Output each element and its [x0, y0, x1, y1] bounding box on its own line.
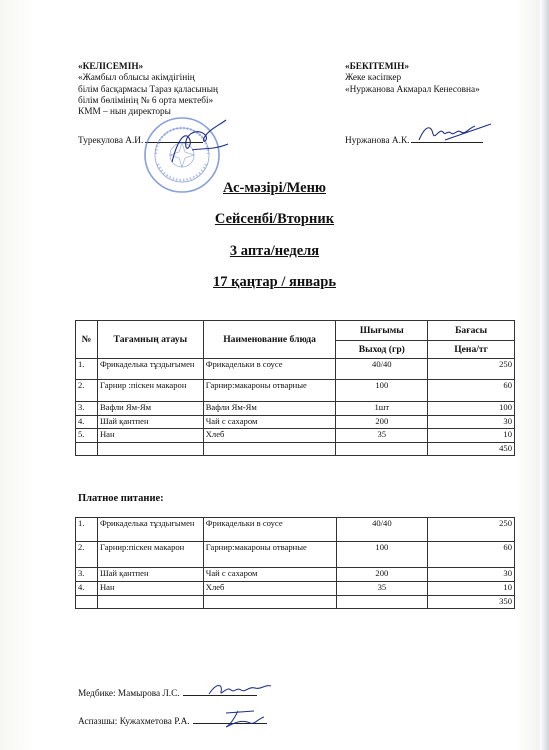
dish-output: 40/40: [336, 518, 428, 542]
approve-right-line: «Нуржанова Акмарал Кенесовна»: [345, 84, 480, 95]
col-price-header: Бағасы: [428, 321, 515, 341]
dish-output: 100: [336, 542, 428, 568]
approve-right-block: [345, 62, 480, 96]
dish-name-kz: Гарнир:піскен макарон: [97, 542, 203, 568]
empty-cell: [336, 443, 428, 456]
dish-output: 200: [336, 568, 428, 582]
paid-title: Платное питание:: [78, 493, 164, 504]
dish-price: 250: [428, 518, 515, 542]
empty-cell: [76, 596, 98, 609]
table-row: [76, 380, 515, 402]
table-row: [76, 429, 515, 443]
total-row: [76, 443, 515, 456]
week-title: 3 апта/неделя: [229, 243, 320, 259]
menu-body: [76, 359, 515, 456]
dish-price: 10: [428, 429, 515, 443]
table-row: [76, 402, 515, 416]
table-row: [76, 568, 515, 582]
approve-left-title: «КЕЛІСЕМІН»: [78, 62, 144, 72]
menu-title: Ас-мәзірі/Меню: [222, 180, 327, 196]
row-number: 4.: [76, 582, 98, 596]
dish-name-kz: Вафли Ям-Ям: [97, 402, 203, 416]
approve-right-line: Жеке кәсіпкер: [345, 73, 402, 84]
empty-cell: [336, 596, 428, 609]
right-signature: [415, 118, 495, 148]
approve-right-signer: Нуржанова А.К.: [345, 136, 410, 146]
row-number: 1.: [76, 359, 98, 380]
cook-name: Аспазшы: Кужахметова Р.А.: [78, 717, 190, 727]
dish-name-ru: Хлеб: [203, 582, 336, 596]
dish-price: 10: [428, 582, 515, 596]
table-row: [76, 416, 515, 429]
empty-cell: [76, 443, 98, 456]
dish-name-kz: Шай қантпен: [97, 568, 203, 582]
date-title: 17 қаңтар / январь: [213, 274, 336, 290]
dish-price: 100: [428, 402, 515, 416]
total-price: 350: [428, 596, 515, 609]
dish-output: 35: [336, 582, 428, 596]
dish-name-ru: Фрикадельки в соусе: [203, 518, 336, 542]
menu-header-row: [76, 321, 515, 341]
paper-edge: [540, 0, 549, 750]
approve-left-line: білім бөлімінің № 6 орта мектебі»: [78, 95, 214, 106]
table-row: [76, 582, 515, 596]
dish-name-ru: Гарнир:макароны отварные: [203, 380, 336, 402]
paid-table: [75, 517, 515, 609]
row-number: 2.: [76, 542, 98, 568]
dish-name-ru: Хлеб: [203, 429, 336, 443]
approve-left-line: білім басқармасы Тараз қаласының: [78, 84, 218, 95]
dish-price: 250: [428, 359, 515, 380]
total-price: 450: [428, 443, 515, 456]
dish-name-kz: Фрикаделька тұздығымен: [97, 359, 203, 380]
row-number: 5.: [76, 429, 98, 443]
row-number: 3.: [76, 402, 98, 416]
nurse-signature: [205, 678, 275, 702]
approve-right-title: «БЕКІТЕМІН»: [345, 62, 410, 72]
dish-name-ru: Вафли Ям-Ям: [203, 402, 336, 416]
dish-price: 60: [428, 542, 515, 568]
dish-output: 1шт: [336, 402, 428, 416]
cook-signature: [220, 705, 270, 731]
dish-name-kz: Фрикаделька тұздығымен: [97, 518, 203, 542]
col-price-subheader: Цена/тг: [428, 341, 515, 359]
dish-output: 200: [336, 416, 428, 429]
dish-name-ru: Гарнир:макароны отварные: [203, 542, 336, 568]
empty-cell: [203, 596, 336, 609]
row-number: 3.: [76, 568, 98, 582]
table-row: [76, 359, 515, 380]
dish-output: 100: [336, 380, 428, 402]
dish-price: 60: [428, 380, 515, 402]
approve-left-signer: Турекулова А.И.: [78, 136, 144, 146]
col-ru-header: Наименование блюда: [203, 321, 336, 359]
table-row: [76, 518, 515, 542]
dish-name-ru: Чай с сахаром: [203, 568, 336, 582]
dish-price: 30: [428, 416, 515, 429]
nurse-name: Медбике: Мамырова Л.С.: [78, 689, 180, 699]
dish-name-ru: Чай с сахаром: [203, 416, 336, 429]
paid-body: [76, 518, 515, 609]
approve-left-line: КММ – нын директоры: [78, 107, 171, 118]
approve-left-line: «Жамбыл облысы әкімдігінің: [78, 73, 195, 84]
menu-table: [75, 320, 515, 456]
empty-cell: [97, 596, 203, 609]
row-number: 1.: [76, 518, 98, 542]
dish-name-kz: Гарнир :піскен макарон: [97, 380, 203, 402]
dish-name-kz: Шай қантпен: [97, 416, 203, 429]
dish-name-kz: Нан: [97, 582, 203, 596]
col-kz-header: Тағамның атауы: [97, 321, 203, 359]
row-number: 2.: [76, 380, 98, 402]
col-num-header: №: [76, 321, 98, 359]
dish-name-ru: Фрикадельки в соусе: [203, 359, 336, 380]
dish-name-kz: Нан: [97, 429, 203, 443]
dish-price: 30: [428, 568, 515, 582]
dish-output: 40/40: [336, 359, 428, 380]
day-title: Сейсенбі/Вторник: [214, 211, 335, 227]
total-row: [76, 596, 515, 609]
row-number: 4.: [76, 416, 98, 429]
empty-cell: [97, 443, 203, 456]
dish-output: 35: [336, 429, 428, 443]
table-row: [76, 542, 515, 568]
empty-cell: [203, 443, 336, 456]
col-out-header: Шығымы: [336, 321, 428, 341]
col-out-subheader: Выход (гр): [336, 341, 428, 359]
